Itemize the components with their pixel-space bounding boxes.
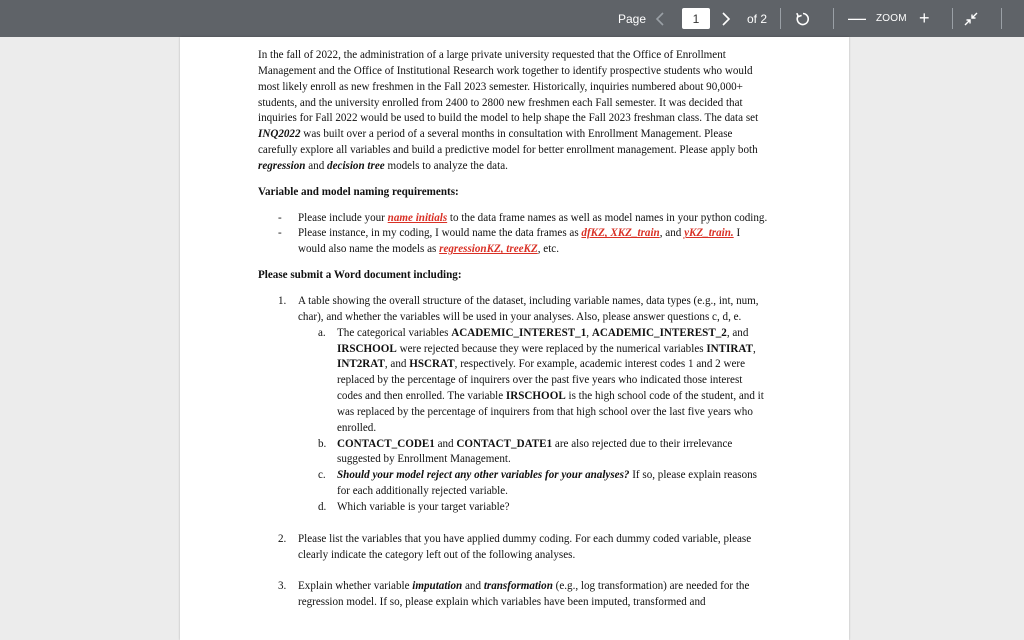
list-item: c. Should your model reject any other variables for your analyses? If so, please explain reasons for each additionally rejected variable.	[318, 469, 757, 498]
zoom-in-button[interactable]: +	[919, 8, 930, 28]
list-item: b. CONTACT_CODE1 and CONTACT_DATE1 are also rejected due to their irrelevance suggested by Enrollment Management.	[318, 437, 733, 466]
list-item: 3. Explain whether variable imputation and transformation (e.g., log transformation) are needed for the regression model. If so, please explain which variables have been imputed, transformed and	[278, 580, 750, 609]
list-spacer	[258, 563, 770, 579]
document-content	[258, 48, 770, 611]
list-item: - Please include your name initials to the data frame names as well as model names in your python coding.	[278, 211, 768, 224]
dataset-name: INQ2022	[258, 128, 301, 141]
next-page-button[interactable]	[721, 0, 731, 37]
document-page	[180, 37, 849, 640]
page-label: Page	[618, 11, 647, 26]
sub-list	[298, 326, 770, 516]
naming-requirements-list	[258, 211, 770, 259]
naming-requirements-heading: Variable and model naming requirements:	[258, 185, 459, 198]
page-count: of 2	[747, 11, 768, 26]
page-number-input[interactable]	[682, 8, 710, 29]
rotate-button[interactable]	[795, 0, 811, 37]
toolbar-divider	[1001, 8, 1002, 29]
collapse-button[interactable]	[964, 0, 978, 37]
list-item: 2. Please list the variables that you have applied dummy coding. For each dummy coded variable, please clearly indicate the category left out of the following analyses.	[278, 532, 752, 561]
toolbar-divider	[780, 8, 781, 29]
pdf-toolbar	[0, 0, 1024, 37]
chevron-left-icon	[655, 12, 665, 26]
rotate-icon	[795, 11, 811, 27]
list-item: d. Which variable is your target variable?	[318, 500, 510, 513]
collapse-arrows-icon	[964, 12, 978, 26]
zoom-label: ZOOM	[876, 13, 907, 24]
zoom-out-button[interactable]: —	[848, 8, 866, 28]
list-item: 1. A table showing the overall structure of the dataset, including variable names, data types (e.g., int, num, char), and whether the variables will be used in your analyses. Also, please answer questions c, d, e. a. The categorical variables ACADEMIC_INTEREST_1, ACADEMIC_INTEREST_2, and IRSCHOOL were rejected because they were replaced by the numerical variables INTIRAT, INT2RAT, and HSCRAT, respectively. For example, academic interest codes 1 and 2 were replaced by the percentage of inquirers over the past five years who indicated those interest codes and then enrolled. The variable IRSCHOOL is the high school code of the student, and it was replaced by the percentage of inquirers from that high school over the last five years who enrolled. b. CONTACT_CODE1 and CONTACT_DATE1 are also rejected due to their irrelevance suggested by Enrollment Management. c. Should your model reject any other variables for your analyses? If so, please explain reasons for each additionally rejected variable. d. Which variable is your target variable?	[258, 294, 770, 516]
chevron-right-icon	[721, 12, 731, 26]
list-item: - Please instance, in my coding, I would name the data frames as dfKZ, XKZ_train, and yKZ_train. I would also name the models as regressionKZ, treeKZ, etc.	[278, 227, 741, 256]
toolbar-divider	[833, 8, 834, 29]
list-spacer	[258, 516, 770, 532]
list-item: a. The categorical variables ACADEMIC_INTEREST_1, ACADEMIC_INTEREST_2, and IRSCHOOL were rejected because they were replaced by the numerical variables INTIRAT, INT2RAT, and HSCRAT, respectively. For example, academic interest codes 1 and 2 were replaced by the percentage of inquirers over the past five years who indicated those interest codes and then enrolled. The variable IRSCHOOL is the high school code of the student, and it was replaced by the percentage of inquirers from that high school over the last five years who enrolled.	[318, 326, 764, 434]
toolbar-divider	[952, 8, 953, 29]
submission-list	[258, 294, 770, 611]
intro-paragraph: In the fall of 2022, the administration of a large private university requested that the Office of Enrollment Management and the Office of Institutional Research work together to identify prospective students who would most likely enroll as new freshmen in the Fall 2023 semester. Historically, inquiries numbered about 90,000+ students, and the university enrolled from 2400 to 2800 new freshmen each Fall semester. It was decided that inquiries for Fall 2022 would be used to build the model to help shape the Fall 2023 freshman class. The data set INQ2022 was built over a period of a several months in consultation with Enrollment Management. Please carefully explore all variables and build a predictive model for better enrollment management. Please apply both regression and decision tree models to analyze the data.	[258, 49, 759, 172]
submission-heading: Please submit a Word document including:	[258, 269, 462, 282]
previous-page-button[interactable]	[655, 0, 665, 37]
